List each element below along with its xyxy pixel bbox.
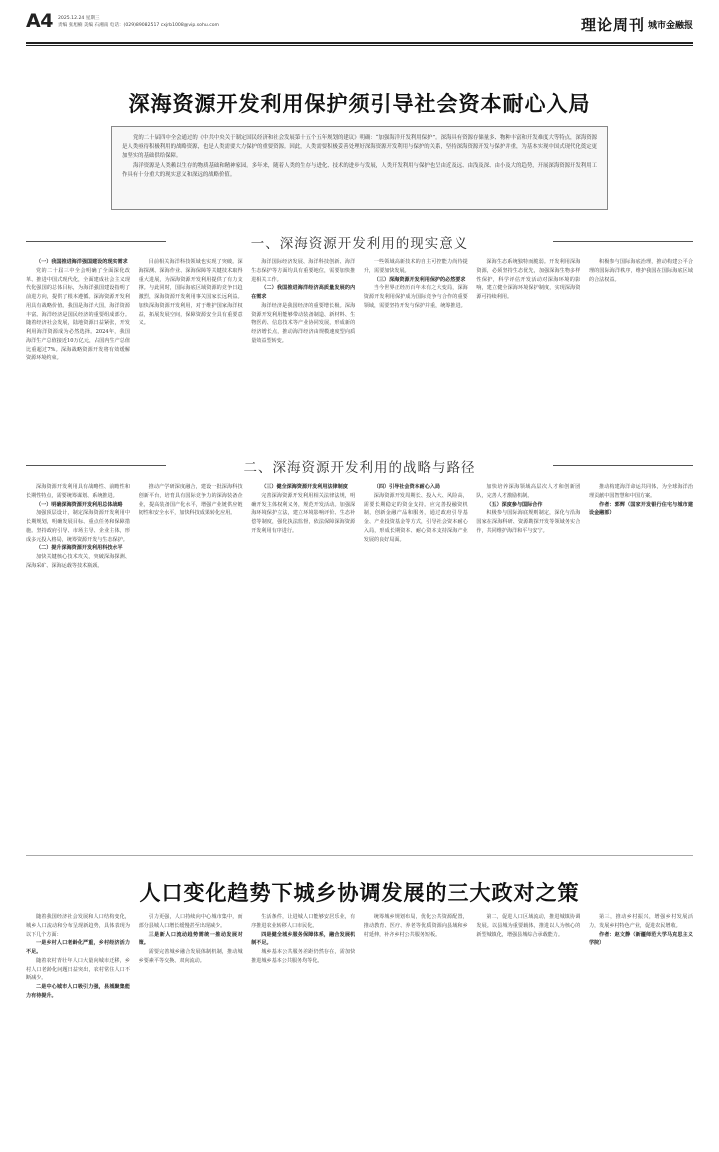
article1-headline: 深海资源开发利用保护须引导社会资本耐心入局: [128, 92, 591, 116]
body-paragraph: 海洋国际经济发展、海洋科技创新、海洋生态保护等方面均具有重要地位，需要加快推进相关工作。: [251, 259, 356, 283]
body-paragraph: 积极参与国际海底治理，推动构建公平合理的国际海洋秩序，维护我国在国际海底区域的合法权益。: [588, 259, 693, 283]
article-divider: [26, 855, 693, 856]
text-column: [476, 258, 580, 444]
text-column: [364, 913, 468, 1138]
section-heading-2: [26, 456, 693, 476]
body-paragraph: 党的二十届三中全会明确了全面深化改革、推进中国式现代化，全面建成社会主义现代化强国的总体目标，为海洋强国建设指明了前进方向，提供了根本遵循。深海资源开发利用具有战略价值。我国是海洋大国，海洋资源丰富。海洋经济是国民经济的重要组成部分。随着经济社会发展，陆地资源日益紧张，开发利用海洋资源成为必然选择。2024年，我国海洋生产总值接近10万亿元，占国内生产总值比重超过7%。深海战略资源开发将有效缓解资源环境约束。: [26, 267, 130, 362]
text-column: [364, 258, 468, 444]
text-column: [589, 483, 693, 851]
body-paragraph: 当今世界正经历百年未有之大变局，深海资源开发利用保护成为国际竞争与合作的重要领域，需要坚持开发与保护并重，统筹推进。: [363, 285, 468, 309]
edition-meta: [58, 15, 219, 29]
body-paragraph: 目前相关海洋科技领域也实现了突破。深海探测、深海作业、深海保障等关键技术取得重大进展，为深海资源开发利用提供了有力支撑。与此同时，国际海底区域资源的竞争日趋激烈，深海资源开发利用事关国家长远利益。加快深海资源开发利用，对于维护国家海洋权益，拓展发展空间，保障资源安全具有重要意义。: [138, 259, 243, 327]
article1-lead-box: [111, 126, 608, 210]
text-column: [364, 483, 468, 851]
text-column: [251, 913, 355, 1138]
body-paragraph: 城乡基本公共服务差距仍然存在，需加快推进城乡基本公共服务均等化。: [251, 949, 356, 964]
masthead: [26, 10, 693, 40]
section-heading-text: 一、深海资源开发利用的现实意义: [250, 236, 469, 252]
author-credit: 作者：郭辉（国家开发银行住宅与城市建设金融部）: [588, 501, 693, 517]
subheading: （一）明确深海资源开发利用总体战略: [36, 501, 123, 508]
date-line: 2025.12.24 星期三: [58, 16, 100, 21]
subheading: （三）健全深海资源开发利用法律制度: [261, 484, 348, 490]
text-column: [251, 258, 355, 444]
text-column: [26, 483, 130, 851]
heading-rule-right: [553, 241, 693, 242]
body-paragraph: 加快关键核心技术攻关，突破深海探测、深海采矿、深海运载等技术瓶颈。: [26, 554, 130, 569]
text-column: [476, 913, 580, 1138]
text-column: [589, 913, 693, 1138]
body-paragraph: 随着农村青壮年人口大量向城市迁移，乡村人口老龄化问题日益突出，农村常住人口不断减少。: [26, 957, 130, 982]
heading-rule-left: [26, 465, 166, 466]
editor-line: 责编 张旭楠 美编 石湘南 电话：(029)89082517 cxjrb1008@vip.sohu.com: [58, 23, 220, 28]
body-paragraph: 推动产学研深度融合，建设一批深海科技创新平台，培育具有国际竞争力的深海装备企业，提高装备国产化水平，增强产业链供应链韧性和安全水平，加快科技成果转化应用。: [138, 484, 243, 517]
page-number: A4: [26, 10, 53, 32]
body-paragraph: 深海资源开发利用具有战略性、前瞻性和长期性特点，需要统筹谋划、系统推进。: [26, 484, 130, 499]
article2-columns: [26, 913, 693, 1138]
body-paragraph: 一些领域高新技术的自主可控能力尚待提升，需要加快发展。: [363, 259, 468, 274]
text-column: [139, 258, 243, 444]
subheading: 三是新人口流动趋势需统一推动发展对策。: [138, 931, 243, 947]
subheading: （一）我国推进海洋强国建设的现实需求: [36, 259, 128, 265]
body-paragraph: 完善深海资源开发利用相关法律法规，明确开发主体权利义务，规范开发活动。加强深海环境保护立法，建立环境影响评价、生态补偿等制度，强化执法监督，依法保障深海资源开发利用有序进行。: [251, 492, 356, 534]
body-paragraph: 需要完善城乡融合发展体制机制，推动城乡要素平等交换、双向流动。: [138, 949, 243, 964]
body-paragraph: 积极参与国际海底规则制定，深化与沿海国家在深海科研、资源勘探开发等领域务实合作，共同维护海洋和平与安宁。: [476, 510, 581, 534]
text-column: [139, 483, 243, 851]
paper-logo: 城市金融报: [647, 21, 693, 31]
section-title: 理论周刊: [580, 16, 645, 34]
body-paragraph: 统筹城乡规划布局，优化公共资源配置，推动教育、医疗、养老等优质资源向县域和乡村延伸，补齐乡村公共服务短板。: [363, 914, 468, 938]
article1-columns-part1: [26, 258, 693, 444]
body-paragraph: 随着我国经济社会发展和人口结构变化，城乡人口流动和分布呈现新趋势，具体表现为以下几个方面：: [26, 914, 130, 938]
body-paragraph: 生活条件，让进城人口能够安居乐业，有序推进农业转移人口市民化。: [251, 914, 356, 929]
section-heading-1: [26, 232, 693, 252]
body-paragraph: 第二，促进人口区域流动，推进城镇协调发展。以县城为重要载体，推进以人为核心的新型城镇化，增强县城综合承载能力。: [476, 914, 581, 938]
body-paragraph: 海洋经济是我国经济的重要增长极。深海资源开发利用能够带动装备制造、新材料、生物医药、信息技术等产业协同发展，形成新的经济增长点，推动海洋经济由规模速度型向质量效益型转变。: [251, 302, 356, 344]
body-paragraph: 加强顶层设计，制定深海资源开发利用中长期规划，明确发展目标、重点任务和保障措施。坚持政府引导、市场主导、企业主体，形成多元投入格局，统筹资源开发与生态保护。: [26, 510, 130, 543]
body-paragraph: 引力更强，人口持续向中心城市集中，而部分县城人口增长缓慢甚至出现减少。: [138, 914, 243, 929]
subheading: （二）我国推进海洋经济高质量发展的内在需求: [251, 285, 356, 300]
lead-paragraph: 党的二十届四中全会通过的《中共中央关于制定国民经济和社会发展第十五个五年规划的建议》明确：“加强海洋开发利用保护”。深海具有资源存储量多、物种丰富和开发难度大等特点，深海资源是人类亟待积极利用的战略资源，也是人类需要大力保护的重要资源。因此，人类需要积极妥善处理好深海资源开发利用与保护的关系，坚持深海资源开发与保护并重，为基本实现中国式现代化奠定更加坚实的基础供给保障。: [122, 135, 597, 160]
text-column: [26, 258, 130, 444]
subheading: 二是中心城市人口吸引力强，县城聚集能力有待提升。: [26, 984, 130, 999]
article2-headline: 人口变化趋势下城乡协调发展的三大政对之策: [139, 881, 580, 905]
body-paragraph: 第三，推动乡村振兴，增强乡村发展活力，发展乡村特色产业，促进农民增收。: [588, 914, 693, 929]
heading-rule-right: [553, 465, 693, 466]
article1-columns-part2: [26, 483, 693, 851]
text-column: [589, 258, 693, 444]
text-column: [139, 913, 243, 1138]
masthead-rule-thin: [26, 45, 693, 46]
text-column: [26, 913, 130, 1138]
lead-paragraph: 海洋资源是人类赖以生存的物质基础和精神家园。多年来，随着人类的生存与进化、技术的进步与发展，人类开发利用与保护也呈由近及远、由浅及深、由小及大的趋势，开展深海资源开发利用工作具有十分重大的现实意义和深远的战略价值。: [122, 162, 597, 178]
heading-rule-left: [26, 241, 166, 242]
body-paragraph: 推动构建海洋命运共同体，为全球海洋治理贡献中国智慧和中国方案。: [588, 484, 693, 499]
body-paragraph: 深海资源开发周期长、投入大、风险高，需要长期稳定的资金支持。应完善投融资机制，创新金融产品和服务，通过政府引导基金、产业投资基金等方式，引导社会资本耐心入局，形成长期资本、耐心资本支持深海产业发展的良好局面。: [363, 492, 468, 543]
section-heading-text: 二、深海资源开发利用的战略与路径: [243, 460, 476, 476]
text-column: [476, 483, 580, 851]
body-paragraph: 加快培养深海领域高层次人才和创新团队，完善人才激励机制。: [476, 484, 581, 499]
subheading: （二）提升深海资源开发利用科技水平: [36, 545, 123, 552]
author-credit: 作者：赵文静（新疆师范大学马克思主义学院）: [588, 931, 693, 947]
masthead-rule: [26, 42, 693, 44]
subheading: （三）深海资源开发利用保护的必然要求: [373, 276, 466, 283]
text-column: [251, 483, 355, 851]
subheading: 四是健全城乡服务保障体系，融合发展机制不足。: [251, 931, 356, 947]
subheading: （五）深度参与国际合作: [486, 501, 543, 508]
subheading: （四）引导社会资本耐心入局: [373, 484, 441, 490]
body-paragraph: 深海生态系统独特而脆弱。开发利用深海资源，必须坚持生态优先，加强深海生物多样性保护，科学评估开发活动对深海环境的影响，建立健全深海环境保护制度，实现深海资源可持续利用。: [476, 259, 581, 300]
subheading: 一是乡村人口老龄化严重，乡村经济活力不足。: [26, 940, 130, 955]
